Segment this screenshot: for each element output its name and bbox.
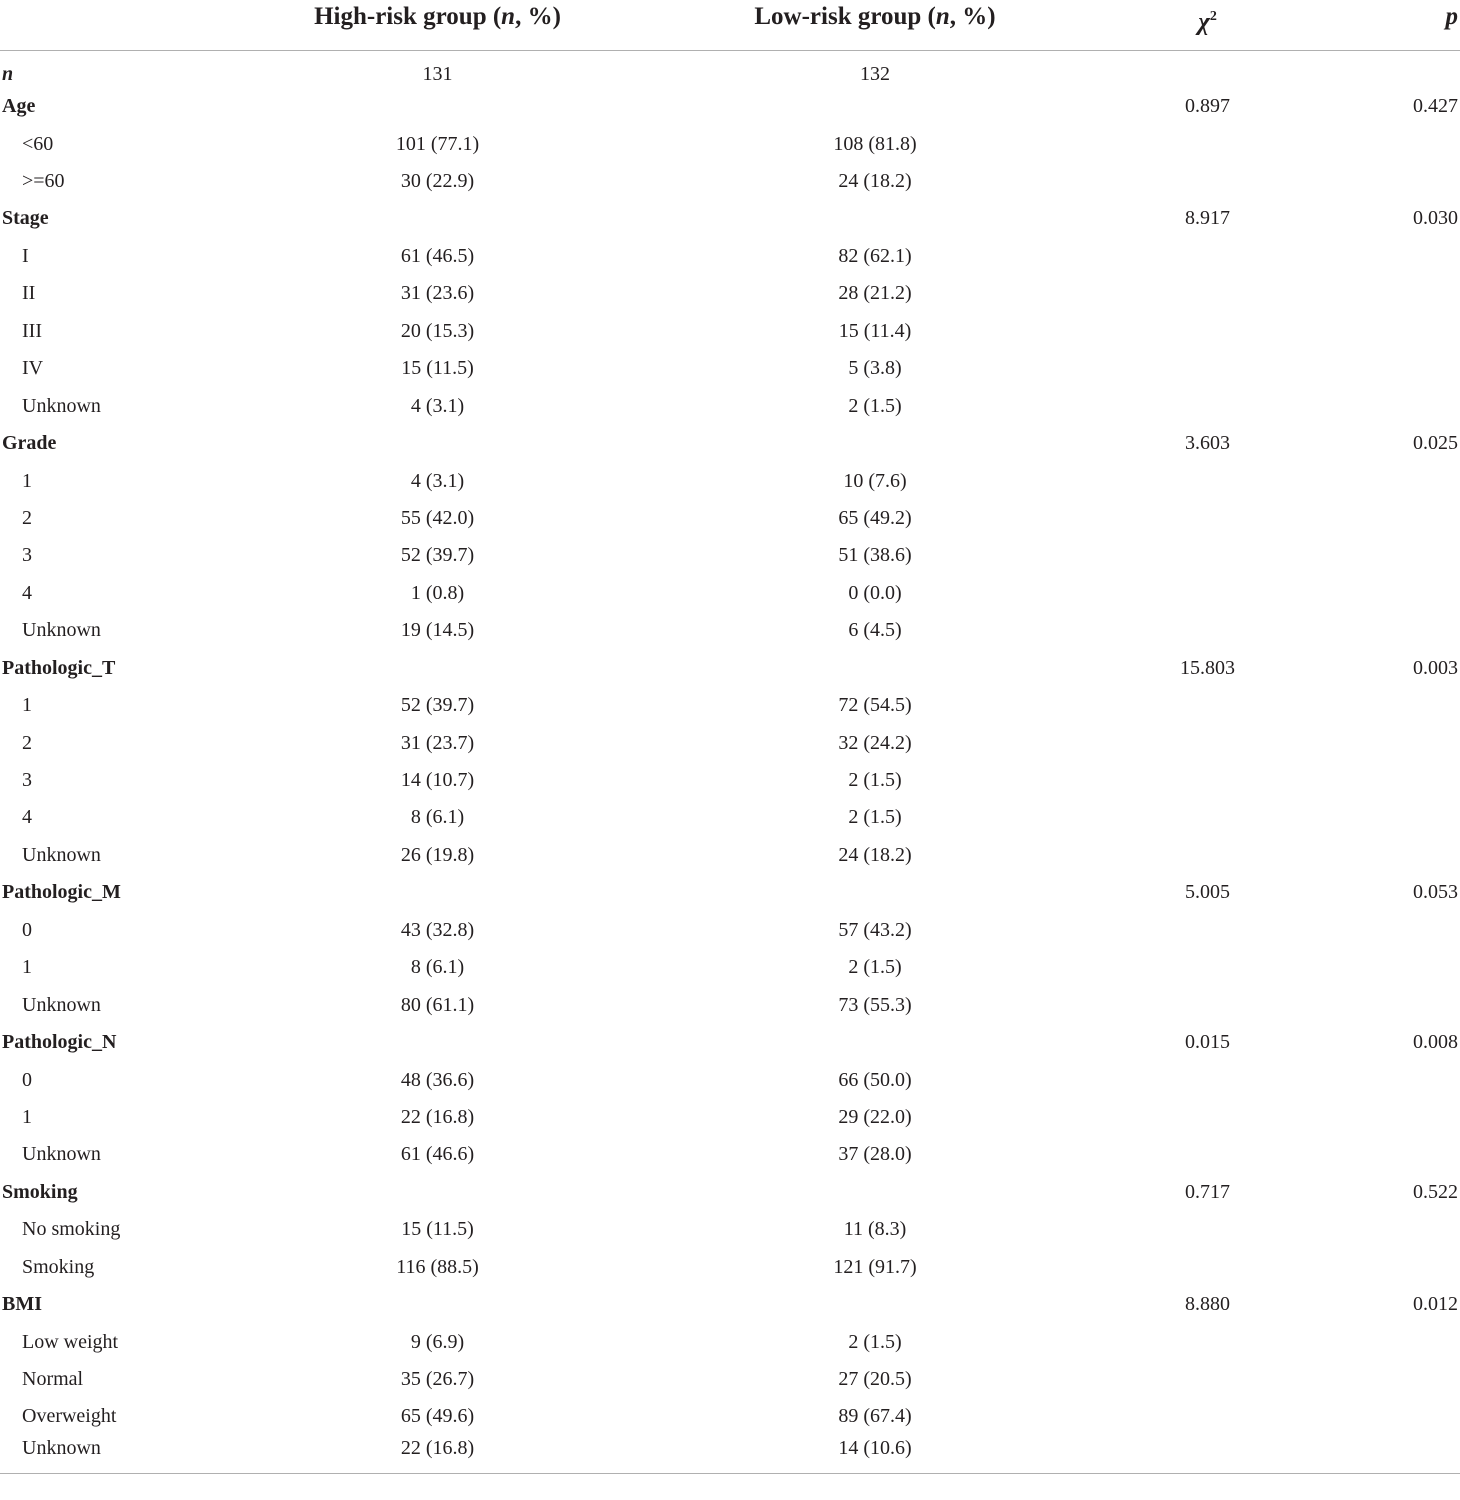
- chi-square-cell: [1095, 912, 1320, 949]
- table-row: [0, 425, 1460, 462]
- high-risk-cell: 30 (22.9): [400, 170, 475, 193]
- table-row: [0, 1323, 1460, 1360]
- chi-square-cell: [1095, 687, 1320, 724]
- high-risk-cell: [220, 200, 655, 237]
- row-label: Age: [2, 95, 36, 118]
- table-row: [0, 1136, 1460, 1173]
- table-row: [0, 1061, 1460, 1098]
- chi-square-cell: [1095, 575, 1320, 612]
- high-risk-cell: 116 (88.5): [396, 1255, 479, 1278]
- chi-square-cell: [1095, 949, 1320, 986]
- high-risk-cell: 8 (6.1): [410, 806, 465, 829]
- p-value-cell: [1320, 537, 1460, 574]
- high-risk-cell: 101 (77.1): [395, 132, 480, 155]
- high-risk-cell: 9 (6.9): [410, 1330, 465, 1353]
- high-risk-cell: [220, 88, 655, 125]
- low-risk-cell: 11 (8.3): [843, 1218, 907, 1241]
- high-risk-cell: 8 (6.1): [410, 956, 465, 979]
- table-row: [0, 51, 1460, 88]
- low-risk-cell: 108 (81.8): [833, 132, 917, 155]
- high-risk-cell: [220, 650, 655, 687]
- header-chi-square: $\chi^2$: [1095, 0, 1320, 51]
- p-value-cell: 0.522: [1413, 1180, 1458, 1203]
- header-p-value: p: [1320, 0, 1460, 51]
- p-value-cell: [1320, 799, 1460, 836]
- p-value-cell: 0.030: [1413, 207, 1458, 230]
- low-risk-cell: 121 (91.7): [833, 1255, 917, 1278]
- low-risk-cell: [655, 88, 1095, 125]
- high-risk-cell: [220, 1024, 655, 1061]
- p-value-cell: [1320, 387, 1460, 424]
- row-label: Smoking: [2, 1180, 78, 1203]
- high-risk-cell: 52 (39.7): [400, 544, 475, 567]
- chi-square-cell: 3.603: [1185, 432, 1230, 455]
- row-label: 1: [22, 1105, 32, 1128]
- header-high-risk: High-risk group (n, %): [220, 0, 655, 51]
- table-row: [0, 1099, 1460, 1136]
- row-label: 2: [22, 731, 32, 754]
- row-label: Unknown: [22, 843, 101, 866]
- p-value-cell: [1320, 275, 1460, 312]
- low-risk-cell: 2 (1.5): [848, 956, 902, 979]
- table-row: [0, 837, 1460, 874]
- table-row: [0, 575, 1460, 612]
- row-label: BMI: [2, 1293, 42, 1316]
- row-label: Overweight: [22, 1405, 117, 1428]
- low-risk-cell: 2 (1.5): [848, 769, 902, 792]
- row-label: Unknown: [22, 619, 101, 642]
- chi-square-cell: [1095, 350, 1320, 387]
- header-row: [0, 0, 1460, 51]
- table-row: [0, 350, 1460, 387]
- p-value-cell: [1320, 949, 1460, 986]
- high-risk-cell: 131: [422, 62, 453, 85]
- high-risk-cell: 14 (10.7): [400, 769, 475, 792]
- header-variable: [0, 0, 220, 51]
- table-row: [0, 1398, 1460, 1435]
- chi-square-cell: [1095, 724, 1320, 761]
- table-row: [0, 200, 1460, 237]
- chi-square-cell: [1095, 1099, 1320, 1136]
- high-risk-cell: 61 (46.5): [400, 244, 475, 267]
- high-risk-cell: 22 (16.8): [220, 1436, 655, 1473]
- low-risk-cell: [655, 1024, 1095, 1061]
- table-row: [0, 1174, 1460, 1211]
- row-label: Low weight: [22, 1330, 119, 1353]
- low-risk-cell: 32 (24.2): [838, 731, 912, 754]
- table-row: [0, 313, 1460, 350]
- p-value-cell: [1320, 912, 1460, 949]
- row-label: Pathologic_T: [2, 656, 116, 679]
- table-row: [0, 1361, 1460, 1398]
- table-row: [0, 650, 1460, 687]
- high-risk-cell: 4 (3.1): [410, 469, 465, 492]
- p-value-cell: 0.003: [1413, 656, 1458, 679]
- table-row: [0, 462, 1460, 499]
- row-label: Pathologic_M: [2, 881, 121, 904]
- low-risk-cell: 82 (62.1): [838, 244, 912, 267]
- high-risk-cell: 22 (16.8): [400, 1105, 475, 1128]
- table-row: [0, 799, 1460, 836]
- table-row: [0, 724, 1460, 761]
- table-row: [0, 537, 1460, 574]
- row-label: 0: [22, 918, 32, 941]
- chi-square-cell: [1095, 986, 1320, 1023]
- low-risk-cell: 24 (18.2): [838, 843, 912, 866]
- chi-square-cell: [1095, 1249, 1320, 1286]
- row-label: 3: [22, 769, 32, 792]
- p-value-cell: [1320, 163, 1460, 200]
- table-row: [0, 387, 1460, 424]
- chi-square-cell: [1095, 500, 1320, 537]
- high-risk-cell: 26 (19.8): [400, 843, 475, 866]
- table-row: [0, 88, 1460, 125]
- high-risk-cell: 20 (15.3): [400, 319, 475, 342]
- row-label: 0: [22, 1068, 32, 1091]
- row-label: Unknown: [0, 1436, 220, 1473]
- row-label: IV: [22, 357, 44, 380]
- p-value-cell: [1320, 125, 1460, 162]
- chi-square-cell: [1095, 1211, 1320, 1248]
- low-risk-cell: 29 (22.0): [838, 1105, 912, 1128]
- p-value-cell: 0.053: [1413, 881, 1458, 904]
- row-label: Normal: [22, 1368, 84, 1391]
- table-row: [0, 612, 1460, 649]
- row-label: 4: [22, 806, 32, 829]
- p-value-cell: [1320, 1361, 1460, 1398]
- low-risk-cell: 10 (7.6): [843, 469, 907, 492]
- low-risk-cell: 89 (67.4): [838, 1405, 912, 1428]
- p-value-cell: 0.427: [1413, 95, 1458, 118]
- row-label: <60: [22, 132, 54, 155]
- table-row: [0, 275, 1460, 312]
- table-header: [0, 0, 1460, 51]
- p-value-cell: [1320, 1099, 1460, 1136]
- chi-square-cell: [1095, 762, 1320, 799]
- p-value-cell: [1320, 687, 1460, 724]
- p-value-cell: [1320, 51, 1460, 88]
- chi-square-cell: [1095, 163, 1320, 200]
- high-risk-cell: [220, 1174, 655, 1211]
- p-value-cell: [1320, 1323, 1460, 1360]
- low-risk-cell: 6 (4.5): [848, 619, 902, 642]
- chi-square-cell: [1095, 537, 1320, 574]
- chi-square-cell: 0.717: [1185, 1180, 1230, 1203]
- chi-square-cell: 8.880: [1185, 1293, 1230, 1316]
- table-row: [0, 1211, 1460, 1248]
- table-row: [0, 125, 1460, 162]
- high-risk-cell: [220, 874, 655, 911]
- p-value-cell: [1320, 350, 1460, 387]
- row-label: Smoking: [22, 1255, 95, 1278]
- high-risk-cell: 35 (26.7): [400, 1368, 475, 1391]
- chi-square-cell: 0.015: [1185, 1031, 1230, 1054]
- high-risk-cell: 55 (42.0): [400, 506, 475, 529]
- low-risk-cell: 132: [860, 62, 890, 85]
- p-value-cell: [1320, 238, 1460, 275]
- low-risk-cell: 5 (3.8): [848, 357, 902, 380]
- chi-square-cell: [1095, 799, 1320, 836]
- table-row: [0, 762, 1460, 799]
- low-risk-cell: [655, 200, 1095, 237]
- chi-square-cell: [1095, 837, 1320, 874]
- p-value-cell: [1320, 724, 1460, 761]
- table-row: [0, 1436, 1460, 1473]
- table-row: [0, 1024, 1460, 1061]
- p-value-cell: [1320, 612, 1460, 649]
- chi-square-cell: [1095, 275, 1320, 312]
- low-risk-cell: 73 (55.3): [838, 993, 912, 1016]
- p-value-cell: [1320, 986, 1460, 1023]
- table-row: [0, 238, 1460, 275]
- high-risk-cell: 4 (3.1): [410, 394, 465, 417]
- row-label: >=60: [22, 170, 65, 193]
- chi-square-cell: [1095, 1361, 1320, 1398]
- high-risk-cell: 31 (23.6): [400, 282, 475, 305]
- high-risk-cell: 19 (14.5): [400, 619, 475, 642]
- low-risk-cell: 51 (38.6): [838, 544, 912, 567]
- chi-square-cell: [1095, 1323, 1320, 1360]
- table-row: [0, 163, 1460, 200]
- high-risk-cell: 15 (11.5): [401, 357, 474, 380]
- low-risk-cell: [655, 1286, 1095, 1323]
- low-risk-cell: [655, 1174, 1095, 1211]
- low-risk-cell: [655, 874, 1095, 911]
- low-risk-cell: 57 (43.2): [838, 918, 912, 941]
- high-risk-cell: [220, 425, 655, 462]
- chi-square-cell: [1095, 238, 1320, 275]
- high-risk-cell: 1 (0.8): [410, 581, 465, 604]
- table-row: [0, 1249, 1460, 1286]
- high-risk-cell: 61 (46.6): [400, 1143, 475, 1166]
- chi-square-cell: [1095, 1061, 1320, 1098]
- high-risk-cell: 43 (32.8): [400, 918, 475, 941]
- p-value-cell: [1320, 575, 1460, 612]
- high-risk-cell: [220, 1286, 655, 1323]
- row-label: Grade: [2, 432, 57, 455]
- chi-square-cell: [1095, 51, 1320, 88]
- chi-square-cell: 8.917: [1185, 207, 1230, 230]
- high-risk-cell: 65 (49.6): [400, 1405, 475, 1428]
- row-label: Pathologic_N: [2, 1031, 117, 1054]
- p-value-cell: [1320, 1249, 1460, 1286]
- low-risk-cell: 28 (21.2): [838, 282, 912, 305]
- low-risk-cell: 37 (28.0): [838, 1143, 912, 1166]
- low-risk-cell: 2 (1.5): [848, 1330, 902, 1353]
- low-risk-cell: [655, 425, 1095, 462]
- row-label: 1: [22, 469, 32, 492]
- p-value-cell: [1320, 313, 1460, 350]
- low-risk-cell: 2 (1.5): [848, 394, 902, 417]
- p-value-cell: [1320, 1061, 1460, 1098]
- p-value-cell: [1320, 462, 1460, 499]
- row-label: 4: [22, 581, 32, 604]
- p-value-cell: 0.025: [1413, 432, 1458, 455]
- low-risk-cell: 2 (1.5): [848, 806, 902, 829]
- row-label: III: [22, 319, 42, 342]
- chi-square-cell: [1095, 462, 1320, 499]
- table-row: [0, 1286, 1460, 1323]
- high-risk-cell: 15 (11.5): [401, 1218, 474, 1241]
- row-label: I: [22, 244, 29, 267]
- row-label: 1: [22, 694, 32, 717]
- high-risk-cell: 48 (36.6): [400, 1068, 475, 1091]
- table-row: [0, 500, 1460, 537]
- low-risk-cell: 14 (10.6): [655, 1436, 1095, 1473]
- row-label: 3: [22, 544, 32, 567]
- chi-square-cell: 5.005: [1185, 881, 1230, 904]
- chi-square-cell: [1095, 1436, 1320, 1473]
- high-risk-cell: 52 (39.7): [400, 694, 475, 717]
- chi-square-cell: [1095, 313, 1320, 350]
- p-value-cell: 0.008: [1413, 1031, 1458, 1054]
- p-value-cell: [1320, 500, 1460, 537]
- high-risk-cell: 31 (23.7): [400, 731, 475, 754]
- row-label: 2: [22, 506, 32, 529]
- p-value-cell: [1320, 1398, 1460, 1435]
- table-row: [0, 986, 1460, 1023]
- chi-square-cell: 0.897: [1185, 95, 1230, 118]
- low-risk-cell: 72 (54.5): [838, 694, 912, 717]
- low-risk-cell: 0 (0.0): [848, 581, 902, 604]
- low-risk-cell: 24 (18.2): [838, 170, 912, 193]
- row-label: 1: [22, 956, 32, 979]
- p-value-cell: 0.012: [1413, 1293, 1458, 1316]
- p-value-cell: [1320, 1436, 1460, 1473]
- row-label: Unknown: [22, 394, 101, 417]
- table-row: [0, 949, 1460, 986]
- low-risk-cell: 15 (11.4): [838, 319, 912, 342]
- p-value-cell: [1320, 1211, 1460, 1248]
- low-risk-cell: 66 (50.0): [838, 1068, 912, 1091]
- chi-square-cell: [1095, 125, 1320, 162]
- p-value-cell: [1320, 1136, 1460, 1173]
- row-label: Stage: [2, 207, 49, 230]
- chi-square-cell: [1095, 1136, 1320, 1173]
- p-value-cell: [1320, 837, 1460, 874]
- row-label: No smoking: [22, 1218, 121, 1241]
- row-label: n: [2, 62, 14, 85]
- header-low-risk: Low-risk group (n, %): [655, 0, 1095, 51]
- row-label: Unknown: [22, 993, 101, 1016]
- low-risk-cell: [655, 650, 1095, 687]
- high-risk-cell: 80 (61.1): [400, 993, 475, 1016]
- chi-square-cell: [1095, 1398, 1320, 1435]
- chi-square-cell: [1095, 612, 1320, 649]
- chi-square-cell: [1095, 387, 1320, 424]
- table-row: [0, 687, 1460, 724]
- chi-square-cell: 15.803: [1180, 656, 1235, 679]
- low-risk-cell: 27 (20.5): [838, 1368, 912, 1391]
- table-body: [0, 51, 1460, 1474]
- table-row: [0, 912, 1460, 949]
- p-value-cell: [1320, 762, 1460, 799]
- low-risk-cell: 65 (49.2): [838, 506, 912, 529]
- table-row: [0, 874, 1460, 911]
- row-label: II: [22, 282, 36, 305]
- row-label: Unknown: [22, 1143, 101, 1166]
